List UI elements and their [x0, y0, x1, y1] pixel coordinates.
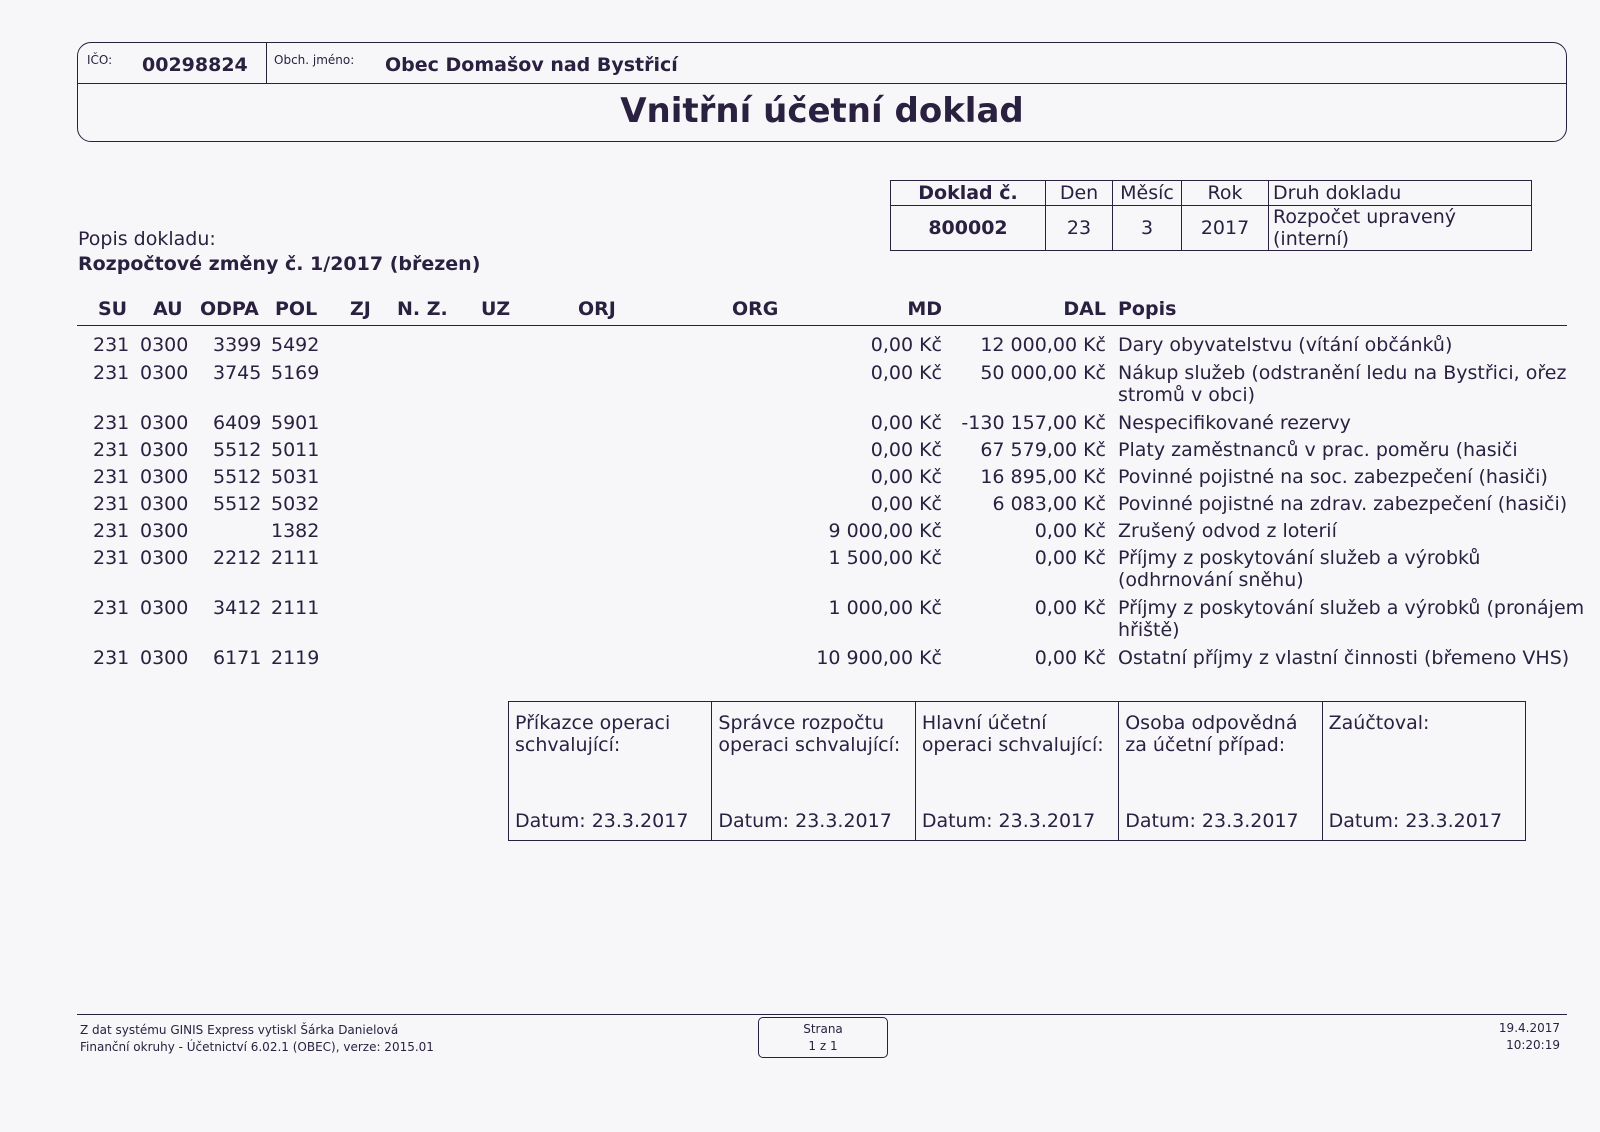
cell-dal: -130 157,00 Kč [961, 412, 1106, 434]
col-odpa: ODPA [200, 298, 259, 320]
cell-popis: Nákup služeb (odstranění ledu na Bystřici, ořez stromů v obci) [1118, 362, 1567, 406]
ico-cell [78, 43, 267, 83]
col-su: SU [98, 298, 128, 320]
signature-cell [1119, 702, 1322, 840]
mesic-value: 3 [1113, 206, 1182, 251]
cell-pol: 1382 [271, 520, 320, 542]
cell-popis: Nespecifikované rezervy [1118, 412, 1351, 434]
footer-divider [77, 1014, 1567, 1015]
popis-label: Popis dokladu: [78, 228, 216, 250]
cell-su: 231 [93, 466, 130, 488]
doklad-cislo-value: 800002 [891, 206, 1046, 251]
page-indicator [758, 1017, 888, 1058]
mesic-header: Měsíc [1113, 181, 1182, 206]
cell-pol: 2111 [271, 547, 320, 569]
cell-pol: 5901 [271, 412, 320, 434]
cell-popis: Ostatní příjmy z vlastní činnosti (břemeno VHS) [1118, 647, 1570, 669]
cell-au: 0300 [140, 362, 189, 384]
cell-dal: 0,00 Kč [1034, 647, 1106, 669]
col-md: MD [907, 298, 942, 320]
signature-cell [1323, 702, 1525, 840]
cell-su: 231 [93, 412, 130, 434]
cell-odpa: 6171 [213, 647, 262, 669]
cell-dal: 67 579,00 Kč [980, 439, 1106, 461]
cell-popis: Povinné pojistné na soc. zabezpečení (hasiči) [1118, 466, 1548, 488]
cell-su: 231 [93, 647, 130, 669]
ico-value: 00298824 [142, 54, 248, 76]
header-identity-row [78, 43, 1566, 84]
cell-su: 231 [93, 362, 130, 384]
ico-label: IČO: [87, 53, 113, 67]
cell-md: 0,00 Kč [870, 466, 942, 488]
col-au: AU [153, 298, 183, 320]
cell-md: 0,00 Kč [870, 439, 942, 461]
cell-odpa: 3412 [213, 597, 262, 619]
cell-odpa: 3399 [213, 334, 262, 356]
signature-title: Hlavní účetní operaci schvalující: [921, 712, 1104, 756]
cell-popis: Zrušený odvod z loterií [1118, 520, 1337, 542]
druh-value: Rozpočet upravený (interní) [1269, 206, 1532, 251]
cell-pol: 5011 [271, 439, 320, 461]
cell-md: 0,00 Kč [870, 493, 942, 515]
header-divider [77, 325, 1567, 326]
cell-dal: 0,00 Kč [1034, 597, 1106, 619]
col-zj: ZJ [350, 298, 371, 320]
den-value: 23 [1046, 206, 1113, 251]
cell-au: 0300 [140, 520, 189, 542]
cell-odpa: 5512 [213, 439, 262, 461]
signature-title: Zaúčtoval: [1328, 712, 1430, 734]
cell-dal: 0,00 Kč [1034, 547, 1106, 569]
cell-dal: 16 895,00 Kč [980, 466, 1106, 488]
popis-value: Rozpočtové změny č. 1/2017 (březen) [78, 253, 481, 275]
cell-au: 0300 [140, 412, 189, 434]
rok-header: Rok [1182, 181, 1269, 206]
cell-su: 231 [93, 520, 130, 542]
signature-date: Datum: 23.3.2017 [921, 810, 1096, 832]
cell-dal: 6 083,00 Kč [992, 493, 1106, 515]
cell-dal: 12 000,00 Kč [980, 334, 1106, 356]
cell-dal: 0,00 Kč [1034, 520, 1106, 542]
document-title: Vnitřní účetní doklad [620, 91, 1024, 131]
cell-au: 0300 [140, 647, 189, 669]
obch-label: Obch. jméno: [274, 53, 355, 67]
cell-dal: 50 000,00 Kč [980, 362, 1106, 384]
signature-date: Datum: 23.3.2017 [1328, 810, 1503, 832]
print-time: 10:20:19 [1506, 1038, 1560, 1052]
page-label: Strana [803, 1022, 843, 1036]
cell-odpa: 5512 [213, 493, 262, 515]
cell-su: 231 [93, 597, 130, 619]
cell-pol: 5169 [271, 362, 320, 384]
signature-title: Osoba odpovědná za účetní případ: [1125, 712, 1298, 756]
cell-au: 0300 [140, 547, 189, 569]
col-orj: ORJ [578, 298, 616, 320]
cell-odpa: 5512 [213, 466, 262, 488]
cell-pol: 5492 [271, 334, 320, 356]
cell-md: 1 000,00 Kč [828, 597, 942, 619]
cell-pol: 2119 [271, 647, 320, 669]
footer-line-1: Z dat systému GINIS Express vytiskl Šárka Danielová [80, 1023, 399, 1037]
cell-su: 231 [93, 334, 130, 356]
col-uz: UZ [481, 298, 511, 320]
cell-odpa: 3745 [213, 362, 262, 384]
signature-date: Datum: 23.3.2017 [718, 810, 892, 832]
cell-popis: Povinné pojistné na zdrav. zabezpečení (hasiči) [1118, 493, 1568, 515]
cell-su: 231 [93, 439, 130, 461]
footer-line-2: Finanční okruhy - Účetnictví 6.02.1 (OBEC), verze: 2015.01 [80, 1040, 434, 1054]
cell-odpa: 6409 [213, 412, 262, 434]
signature-cell [712, 702, 915, 840]
cell-su: 231 [93, 547, 130, 569]
print-date: 19.4.2017 [1498, 1021, 1560, 1035]
signature-title: Správce rozpočtu operaci schvalující: [718, 712, 901, 756]
cell-odpa: 2212 [213, 547, 262, 569]
cell-au: 0300 [140, 597, 189, 619]
doklad-table [890, 180, 1532, 251]
signature-block [508, 701, 1526, 841]
cell-au: 0300 [140, 439, 189, 461]
cell-popis: Dary obyvatelstvu (vítání občánků) [1118, 334, 1453, 356]
cell-pol: 2111 [271, 597, 320, 619]
cell-md: 0,00 Kč [870, 412, 942, 434]
cell-md: 0,00 Kč [870, 362, 942, 384]
doklad-header-row [891, 181, 1532, 206]
den-header: Den [1046, 181, 1113, 206]
document-header [77, 42, 1567, 142]
page-value: 1 z 1 [808, 1039, 838, 1053]
doklad-cislo-header: Doklad č. [891, 181, 1046, 206]
signature-title: Příkazce operaci schvalující: [515, 712, 671, 756]
cell-au: 0300 [140, 493, 189, 515]
signature-date: Datum: 23.3.2017 [1125, 810, 1299, 832]
cell-pol: 5032 [271, 493, 320, 515]
cell-md: 10 900,00 Kč [816, 647, 942, 669]
cell-md: 9 000,00 Kč [828, 520, 942, 542]
footer-info [80, 1022, 434, 1056]
cell-pol: 5031 [271, 466, 320, 488]
obch-value: Obec Domašov nad Bystřicí [385, 54, 678, 76]
cell-md: 0,00 Kč [870, 334, 942, 356]
cell-md: 1 500,00 Kč [828, 547, 942, 569]
cell-popis: Platy zaměstnanců v prac. poměru (hasiči [1118, 439, 1518, 461]
col-popis: Popis [1118, 298, 1177, 320]
druh-header: Druh dokladu [1269, 181, 1532, 206]
col-org: ORG [732, 298, 779, 320]
cell-au: 0300 [140, 466, 189, 488]
cell-popis: Příjmy z poskytování služeb a výrobků (pronájem hřiště) [1118, 597, 1585, 641]
signature-cell [916, 702, 1119, 840]
signature-cell [509, 702, 712, 840]
col-pol: POL [275, 298, 318, 320]
rok-value: 2017 [1182, 206, 1269, 251]
col-dal: DAL [1063, 298, 1106, 320]
doklad-value-row [891, 206, 1532, 251]
cell-su: 231 [93, 493, 130, 515]
print-timestamp [1440, 1020, 1560, 1054]
signature-date: Datum: 23.3.2017 [515, 810, 689, 832]
cell-popis: Příjmy z poskytování služeb a výrobků (odhrnování sněhu) [1118, 547, 1481, 591]
col-nz: N. Z. [397, 298, 448, 320]
cell-au: 0300 [140, 334, 189, 356]
